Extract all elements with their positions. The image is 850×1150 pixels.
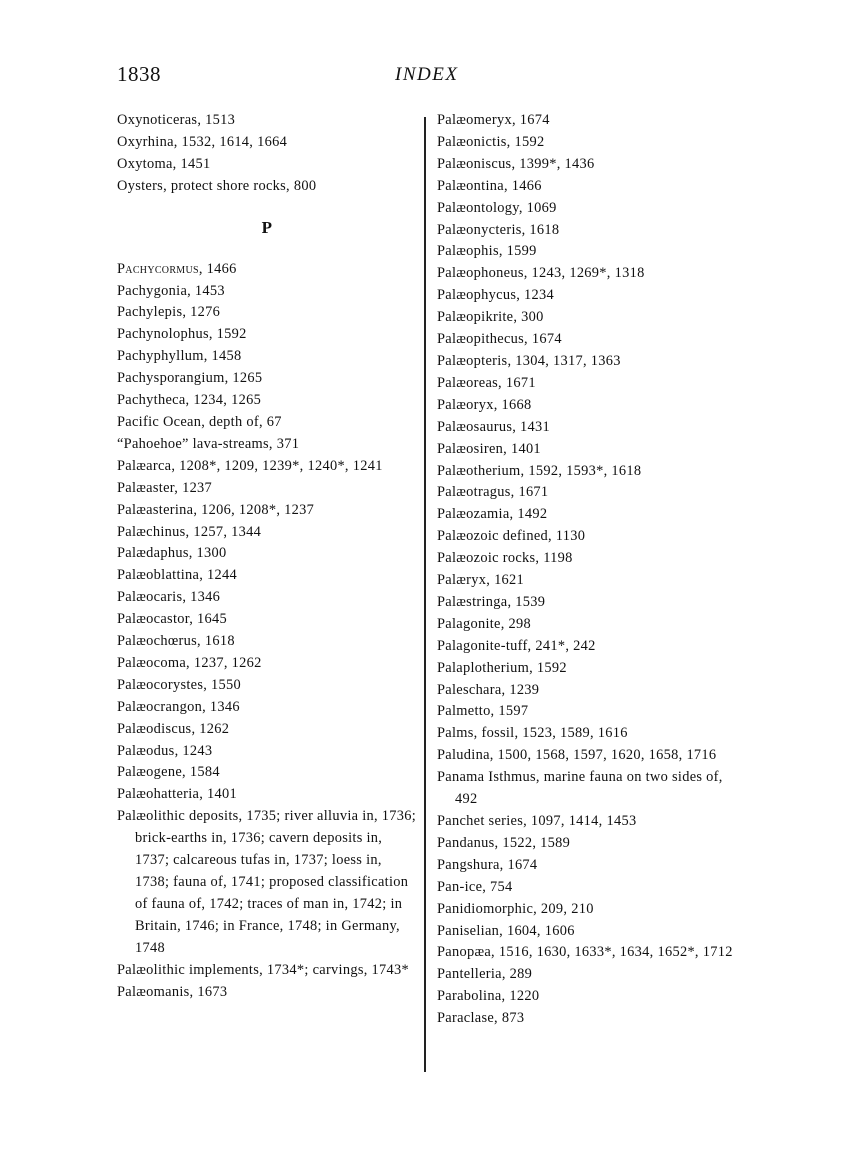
index-entry: Palæogene, 1584 [117, 764, 220, 781]
index-entry: Palæoryx, 1668 [437, 396, 532, 413]
index-entry: Palæohatteria, 1401 [117, 786, 238, 803]
section-letter-heading: P [261, 217, 273, 237]
index-entry: Pachyphyllum, 1458 [117, 348, 242, 365]
index-entry: Palæozamia, 1492 [437, 506, 548, 523]
index-entry: Palaplotherium, 1592 [437, 659, 567, 676]
index-entry: Palæopikrite, 300 [437, 309, 544, 326]
index-entry: Pachygonia, 1453 [117, 282, 225, 299]
index-entry: Palæonycteris, 1618 [437, 221, 560, 238]
index-entry: Palæontina, 1466 [437, 177, 542, 194]
index-entry: Palæosiren, 1401 [437, 440, 541, 457]
index-entry: Palæstringa, 1539 [437, 593, 546, 610]
index-entry: Palæasterina, 1206, 1208*, 1237 [117, 501, 315, 518]
index-entry: Palagonite-tuff, 241*, 242 [437, 637, 596, 654]
index-entry: Pacific Ocean, depth of, 67 [117, 413, 282, 430]
index-entry: Oysters, protect shore rocks, 800 [117, 177, 317, 194]
index-entry: Palæontology, 1069 [437, 199, 557, 216]
index-entries-o [117, 110, 417, 198]
index-entry: “Pahoehoe” lava-streams, 371 [117, 435, 300, 452]
index-entry: Palæchinus, 1257, 1344 [117, 523, 262, 540]
index-entry: Palæocorystes, 1550 [117, 676, 242, 693]
index-entry: Palæolithic implements, 1734*; carvings, 1743* [117, 961, 409, 978]
column-divider-rule [424, 117, 426, 1072]
index-entry: Palæopithecus, 1674 [437, 331, 562, 348]
index-entry: Palæoniscus, 1399*, 1436 [437, 155, 595, 172]
index-entry: Panama Isthmus, marine fauna on two sides of, 492 [437, 769, 723, 808]
index-entry: Pantelleria, 289 [437, 966, 533, 983]
index-entry: Panchet series, 1097, 1414, 1453 [437, 813, 637, 829]
index-entry: Palæodus, 1243 [117, 742, 213, 759]
index-right-column [437, 110, 737, 1030]
page-number: 1838 [117, 62, 161, 86]
index-entry: Oxyrhina, 1532, 1614, 1664 [117, 133, 288, 150]
running-title: INDEX [395, 64, 459, 85]
index-entry: Palæocastor, 1645 [117, 611, 228, 628]
index-entry: Pan-ice, 754 [437, 878, 513, 895]
index-entry: Palæochœrus, 1618 [117, 633, 235, 650]
index-entry: Palæophoneus, 1243, 1269*, 1318 [437, 265, 645, 282]
index-entry: Panidiomorphic, 209, 210 [437, 900, 594, 917]
index-entry: Paleschara, 1239 [437, 681, 540, 698]
index-entry: Palæaster, 1237 [117, 479, 213, 496]
index-entry: Palæophis, 1599 [437, 243, 537, 260]
index-entry: Palæosaurus, 1431 [437, 418, 551, 435]
index-entries-p [117, 259, 417, 1004]
index-entry: Palæotragus, 1671 [437, 484, 549, 501]
index-entry: Palæonictis, 1592 [437, 133, 545, 150]
index-entry: Oxytoma, 1451 [117, 155, 211, 172]
index-entry: Palæomanis, 1673 [117, 983, 228, 1000]
index-entry: Palæoblattina, 1244 [117, 567, 238, 584]
index-entry: Palæopteris, 1304, 1317, 1363 [437, 352, 621, 369]
index-entry: Paludina, 1500, 1568, 1597, 1620, 1658, 1716 [437, 747, 717, 764]
index-entry: Oxynoticeras, 1513 [117, 112, 236, 128]
index-entry: Palæocrangon, 1346 [117, 698, 240, 715]
index-entry: Palms, fossil, 1523, 1589, 1616 [437, 725, 628, 742]
index-entry: Pandanus, 1522, 1589 [437, 834, 571, 851]
index-entry: Pachycormus, 1466 [117, 260, 237, 277]
index-entry: Pachynolophus, 1592 [117, 326, 247, 343]
index-entry: Palædaphus, 1300 [117, 545, 227, 562]
index-entry: Panopæa, 1516, 1630, 1633*, 1634, 1652*, 1712 [437, 944, 733, 961]
index-left-column [117, 110, 417, 1003]
index-entry: Palæoreas, 1671 [437, 374, 536, 391]
index-entry: Palæocaris, 1346 [117, 589, 221, 606]
index-entry: Palæotherium, 1592, 1593*, 1618 [437, 462, 642, 479]
index-entry: Palæodiscus, 1262 [117, 720, 230, 737]
index-entry: Palæolithic deposits, 1735; river alluvia in, 1736; brick-earths in, 1736; cavern deposits in, 1737; calcareous tufas in, 1737; loess in, 1738; fauna of, 1741; proposed classification of fauna of, 1742; traces of man in, 1742; in Britain, 1746; in France, 1748; in Germany, 1748 [117, 808, 417, 956]
index-entry: Pachytheca, 1234, 1265 [117, 392, 262, 409]
index-entry: Palæophycus, 1234 [437, 287, 555, 304]
index-entry: Paraclase, 873 [437, 1010, 525, 1027]
index-entry: Palæozoic rocks, 1198 [437, 550, 573, 567]
index-entry: Palæarca, 1208*, 1209, 1239*, 1240*, 1241 [117, 457, 383, 474]
index-entry: Pangshura, 1674 [437, 856, 538, 873]
index-entry: Palagonite, 298 [437, 615, 532, 632]
index-entry: Palæozoic defined, 1130 [437, 528, 586, 545]
index-entry: Palæomeryx, 1674 [437, 112, 550, 128]
index-entry: Parabolina, 1220 [437, 988, 540, 1005]
index-entry: Palæocoma, 1237, 1262 [117, 654, 262, 671]
index-entry: Pachysporangium, 1265 [117, 370, 263, 387]
index-entry: Palmetto, 1597 [437, 703, 529, 720]
index-entry: Paniselian, 1604, 1606 [437, 922, 575, 939]
index-entry: Palæryx, 1621 [437, 572, 525, 589]
index-entry: Pachylepis, 1276 [117, 304, 221, 321]
